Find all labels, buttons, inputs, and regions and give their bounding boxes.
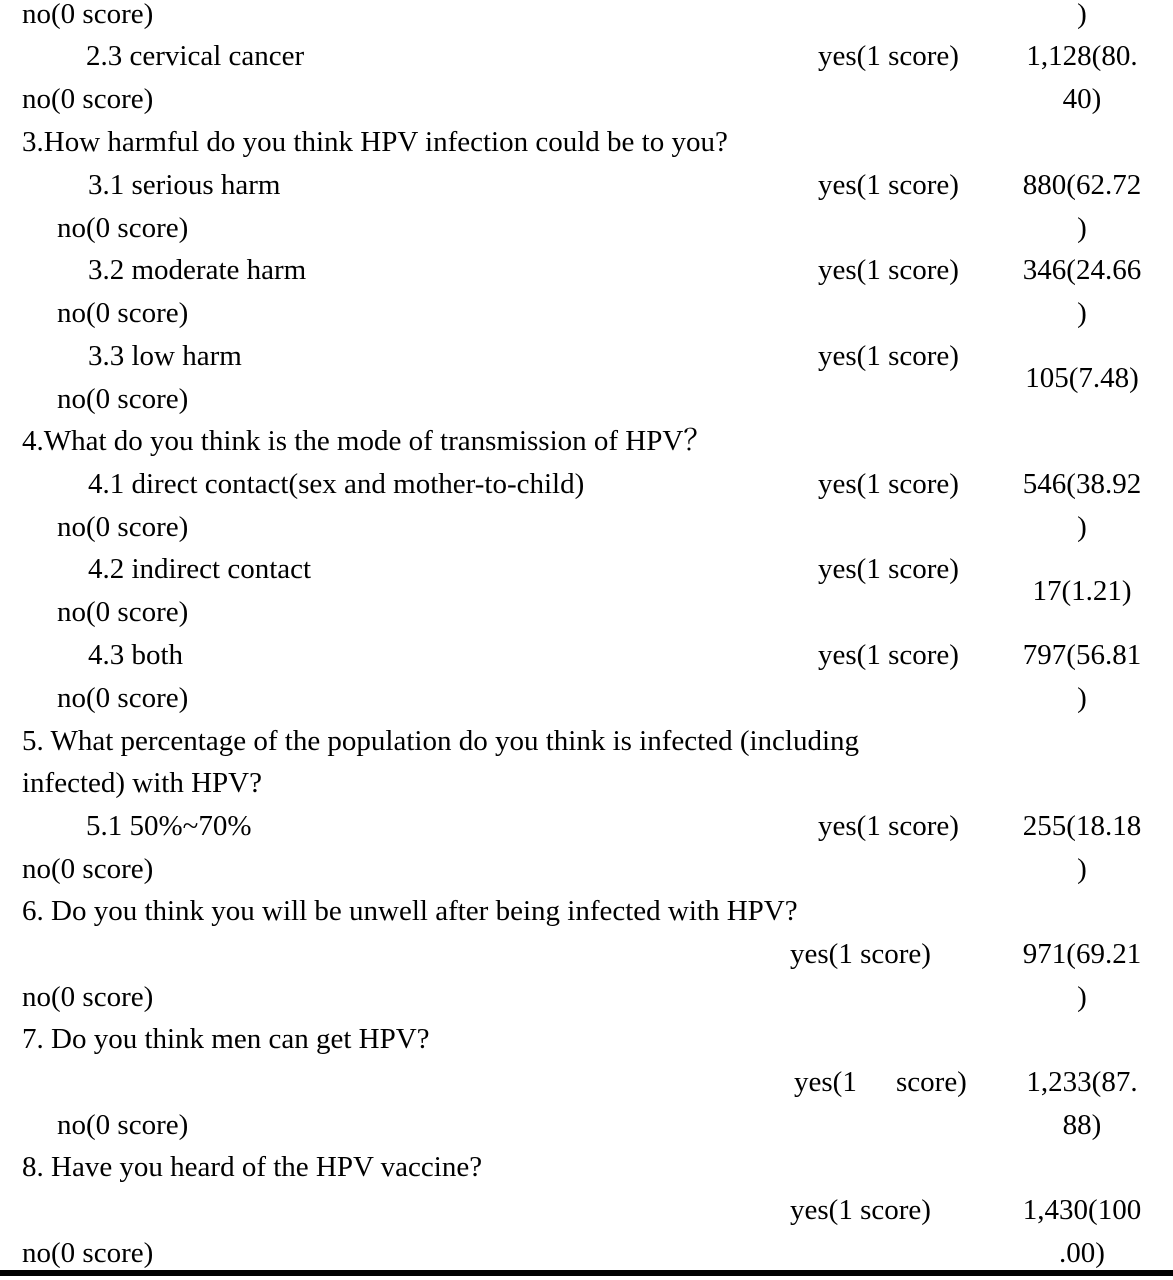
item-label: 3.3 low harm bbox=[88, 340, 242, 372]
yes-option: yes(1 score) bbox=[818, 40, 959, 72]
question-title: 4.What do you think is the mode of transmission of HPV？ bbox=[22, 425, 713, 457]
value: 1,430(100 bbox=[1022, 1194, 1142, 1226]
question-title: 7. Do you think men can get HPV? bbox=[22, 1023, 430, 1055]
item-label: 4.1 direct contact(sex and mother-to-child) bbox=[88, 468, 585, 500]
yes-option: yes(1 score) bbox=[818, 468, 959, 500]
no-option: no(0 score) bbox=[57, 297, 189, 329]
value: 1,128(80. bbox=[1026, 40, 1138, 72]
value: 17(1.21) bbox=[1032, 575, 1132, 607]
no-option: no(0 score) bbox=[57, 682, 189, 714]
value-cont: .00) bbox=[1059, 1237, 1105, 1269]
yes-option-cont: score) bbox=[896, 1066, 967, 1098]
value-cont: ) bbox=[1077, 297, 1087, 329]
question-title: 8. Have you heard of the HPV vaccine? bbox=[22, 1151, 483, 1183]
value: 971(69.21 bbox=[1022, 938, 1142, 970]
no-option: no(0 score) bbox=[57, 1109, 189, 1141]
value-cont: ) bbox=[1077, 511, 1087, 543]
value: 546(38.92 bbox=[1022, 468, 1142, 500]
item-label: 4.2 indirect contact bbox=[88, 553, 312, 585]
question-title-cont: infected) with HPV? bbox=[22, 767, 262, 799]
value: 1,233(87. bbox=[1026, 1066, 1138, 1098]
yes-option: yes(1 score) bbox=[818, 810, 959, 842]
yes-option: yes(1 score) bbox=[818, 169, 959, 201]
value: 105(7.48) bbox=[1025, 362, 1139, 394]
value-cont: ) bbox=[1077, 0, 1087, 30]
value: 880(62.72 bbox=[1022, 169, 1142, 201]
table-bottom-rule bbox=[0, 1270, 1173, 1276]
item-label: 3.1 serious harm bbox=[88, 169, 281, 201]
no-option: no(0 score) bbox=[57, 596, 189, 628]
item-label: 5.1 50%~70% bbox=[86, 810, 252, 842]
value: 797(56.81 bbox=[1022, 639, 1142, 671]
no-option: no(0 score) bbox=[22, 1237, 154, 1269]
no-option: no(0 score) bbox=[22, 0, 154, 30]
item-label: 2.3 cervical cancer bbox=[86, 40, 305, 72]
no-option: no(0 score) bbox=[57, 383, 189, 415]
value: 346(24.66 bbox=[1022, 254, 1142, 286]
no-option: no(0 score) bbox=[22, 853, 154, 885]
question-title: 5. What percentage of the population do you think is infected (including bbox=[22, 725, 860, 757]
yes-option: yes(1 score) bbox=[818, 340, 959, 372]
yes-option: yes(1 bbox=[794, 1066, 857, 1098]
value-cont: ) bbox=[1077, 853, 1087, 885]
question-title: 6. Do you think you will be unwell after being infected with HPV? bbox=[22, 895, 798, 927]
yes-option: yes(1 score) bbox=[790, 938, 931, 970]
no-option: no(0 score) bbox=[57, 511, 189, 543]
value-cont: ) bbox=[1077, 981, 1087, 1013]
value-cont: ) bbox=[1077, 682, 1087, 714]
yes-option: yes(1 score) bbox=[818, 254, 959, 286]
yes-option: yes(1 score) bbox=[818, 639, 959, 671]
no-option: no(0 score) bbox=[57, 212, 189, 244]
no-option: no(0 score) bbox=[22, 981, 154, 1013]
yes-option: yes(1 score) bbox=[818, 553, 959, 585]
no-option: no(0 score) bbox=[22, 83, 154, 115]
value-cont: 88) bbox=[1062, 1109, 1102, 1141]
item-label: 4.3 both bbox=[88, 639, 184, 671]
question-title: 3.How harmful do you think HPV infection could be to you? bbox=[22, 126, 728, 158]
value-cont: ) bbox=[1077, 212, 1087, 244]
value: 255(18.18 bbox=[1022, 810, 1142, 842]
item-label: 3.2 moderate harm bbox=[88, 254, 307, 286]
value-cont: 40) bbox=[1062, 83, 1102, 115]
yes-option: yes(1 score) bbox=[790, 1194, 931, 1226]
